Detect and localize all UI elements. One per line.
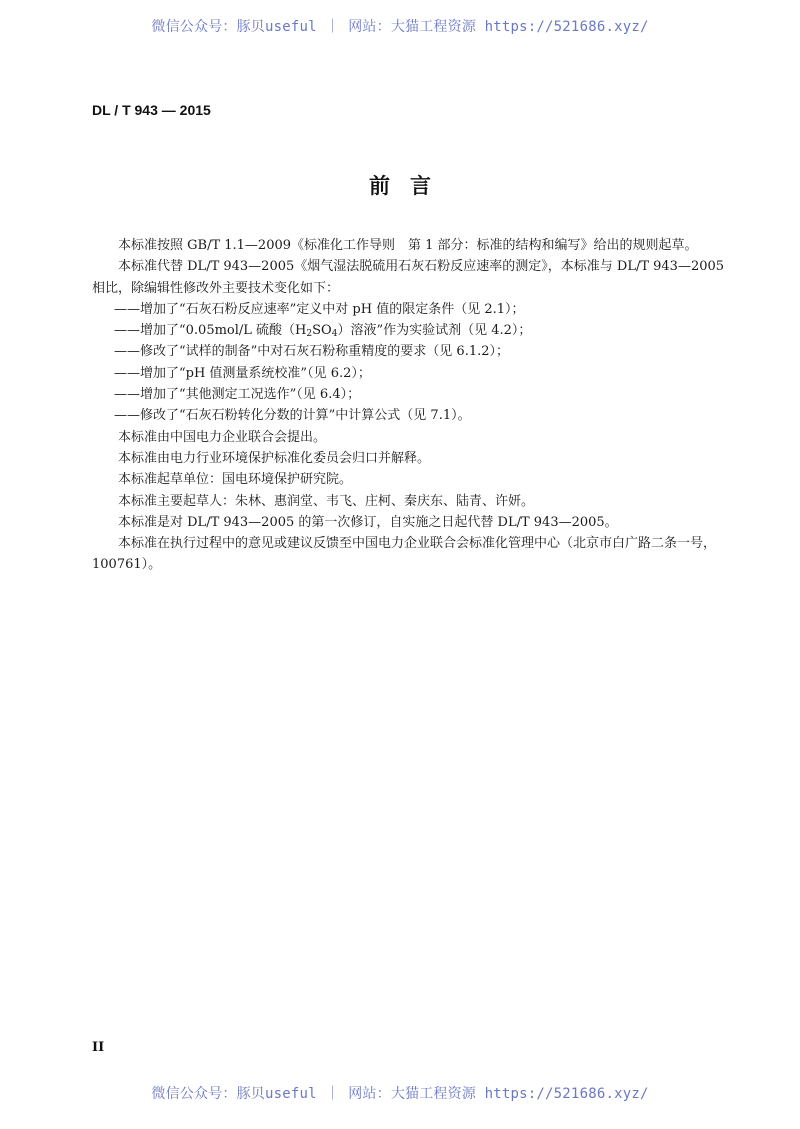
paragraph-drafting-unit: 本标准起草单位：国电环境保护研究院。 [118,472,353,488]
page-number: II [92,1040,105,1055]
subscript-4: 4 [331,329,338,340]
change-item-4: ——增加了“pH 值测量系统校准”（见 6.2）； [114,365,371,381]
change-item-3: ——修改了“试样的制备”中对石灰石粉称重精度的要求（见 6.1.2）； [114,344,510,360]
paragraph-drafting-rules: 本标准按照 GB/T 1.1—2009《标准化工作导则 第 1 部分：标准的结构和编写》给出的规则起草。 [118,238,698,253]
change-item-5: ——增加了“其他测定工况选作”（见 6.4）； [114,387,361,403]
document-body [92,235,732,576]
paragraph-proposer: 本标准由中国电力企业联合会提出。 [118,429,327,445]
watermark-top: 微信公众号：豚贝useful ｜ 网站：大猫工程资源 https://521686.xyz/ [151,19,649,35]
change-item-6: ——修改了“石灰石粉转化分数的计算”中计算公式（见 7.1）。 [114,408,471,424]
paragraph-revision: 本标准是对 DL/T 943—2005 的第一次修订，自实施之日起代替 DL/T 943—2005。 [118,514,618,530]
change-item-1: ——增加了“石灰石粉反应速率”定义中对 pH 值的限定条件（见 2.1）； [114,301,525,317]
paragraph-feedback: 本标准在执行过程中的意见或建议反馈至中国电力企业联合会标准化管理中心（北京市白广路二条一号，100761）。 [92,536,717,573]
change-item-2 [92,320,732,341]
change-item-2-mid: SO [312,323,332,339]
paragraph-drafters: 本标准主要起草人：朱林、惠润堂、韦飞、庄柯、秦庆东、陆青、许妍。 [118,493,535,509]
change-item-2-prefix: ——增加了“0.05mol/L 硫酸（H [114,323,307,339]
paragraph-replacement: 本标准代替 DL/T 943—2005《烟气湿法脱硫用石灰石粉反应速率的测定》，本标准与 DL/T 943—2005 相比，除编辑性修改外主要技术变化如下： [92,259,725,296]
page-title: 前言 [369,174,451,198]
paragraph-jurisdiction: 本标准由电力行业环境保护标准化委员会归口并解释。 [118,450,431,466]
change-item-2-suffix: ）溶液”作为实验试剂（见 4.2）； [337,323,532,339]
standard-code: DL / T 943 — 2015 [92,102,211,118]
subscript-2: 2 [306,329,313,340]
watermark-bottom: 微信公众号：豚贝useful ｜ 网站：大猫工程资源 https://521686.xyz/ [151,1086,649,1102]
